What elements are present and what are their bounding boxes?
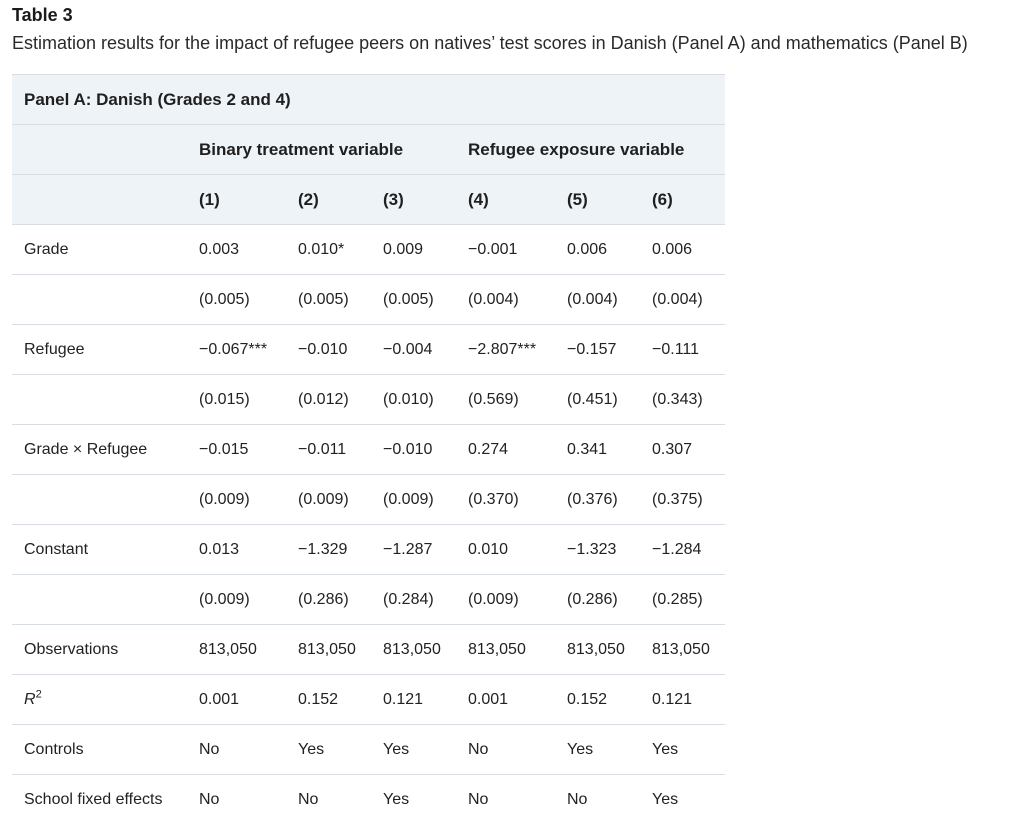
table-row — [12, 475, 725, 525]
table-row — [12, 425, 725, 475]
table-cell: 0.013 — [199, 525, 298, 575]
table-cell: Yes — [652, 775, 725, 824]
table-cell: (0.284) — [383, 575, 468, 625]
table-cell: 0.001 — [199, 675, 298, 725]
row-label: Constant — [12, 525, 199, 575]
column-header-1: (1) — [199, 175, 298, 225]
table-cell: 0.010 — [468, 525, 567, 575]
table-cell: (0.370) — [468, 475, 567, 525]
table-cell: (0.376) — [567, 475, 652, 525]
group-header-binary: Binary treatment variable — [199, 125, 468, 175]
table-row — [12, 675, 725, 725]
table-caption-text: Estimation results for the impact of refugee peers on natives’ test scores in Danish (Panel A) and mathematics (Panel B) — [12, 30, 1032, 56]
table-title: Table 3 — [12, 4, 1032, 26]
table-cell: No — [567, 775, 652, 824]
table-cell: (0.286) — [567, 575, 652, 625]
table-cell: No — [468, 725, 567, 775]
table-cell: 0.274 — [468, 425, 567, 475]
table-cell: (0.343) — [652, 375, 725, 425]
table-cell: (0.285) — [652, 575, 725, 625]
table-cell: (0.009) — [468, 575, 567, 625]
table-cell: −0.011 — [298, 425, 383, 475]
table-cell: (0.004) — [652, 275, 725, 325]
table-cell: 0.001 — [468, 675, 567, 725]
column-header-2: (2) — [298, 175, 383, 225]
column-header-stub — [12, 175, 199, 225]
table-row — [12, 575, 725, 625]
table-cell: Yes — [298, 725, 383, 775]
table-cell: −1.284 — [652, 525, 725, 575]
table-cell: Yes — [567, 725, 652, 775]
table-cell: (0.569) — [468, 375, 567, 425]
table-cell: (0.004) — [567, 275, 652, 325]
table-cell: −1.323 — [567, 525, 652, 575]
table-row — [12, 275, 725, 325]
table-cell: 813,050 — [567, 625, 652, 675]
table-cell: −0.010 — [298, 325, 383, 375]
table-cell: No — [199, 725, 298, 775]
table-cell: 0.006 — [567, 225, 652, 275]
table-cell: 0.307 — [652, 425, 725, 475]
table-cell: Yes — [383, 775, 468, 824]
table-cell: (0.009) — [298, 475, 383, 525]
table-cell: (0.010) — [383, 375, 468, 425]
table-cell: 0.152 — [298, 675, 383, 725]
table-cell: −0.004 — [383, 325, 468, 375]
table-cell: −2.807*** — [468, 325, 567, 375]
table-cell: −0.157 — [567, 325, 652, 375]
table-cell: (0.005) — [383, 275, 468, 325]
table-cell: (0.375) — [652, 475, 725, 525]
row-label — [12, 675, 199, 725]
panel-label: Panel A: Danish (Grades 2 and 4) — [12, 75, 725, 125]
table-row — [12, 225, 725, 275]
results-table — [12, 74, 725, 824]
table-caption — [0, 0, 1032, 56]
group-header-exposure: Refugee exposure variable — [468, 125, 725, 175]
group-header-row — [12, 125, 725, 175]
row-label-superscript: 2 — [36, 688, 42, 700]
row-label — [12, 275, 199, 325]
table-cell: −0.001 — [468, 225, 567, 275]
table-cell: 0.009 — [383, 225, 468, 275]
table-row — [12, 625, 725, 675]
table-row — [12, 525, 725, 575]
table-cell: 0.121 — [383, 675, 468, 725]
table-cell: (0.009) — [199, 475, 298, 525]
column-header-4: (4) — [468, 175, 567, 225]
table-row — [12, 325, 725, 375]
table-cell: (0.451) — [567, 375, 652, 425]
column-header-row — [12, 175, 725, 225]
table-cell: −0.010 — [383, 425, 468, 475]
panel-header-row — [12, 75, 725, 125]
table-cell: (0.286) — [298, 575, 383, 625]
table-cell: −1.287 — [383, 525, 468, 575]
table-cell: 0.121 — [652, 675, 725, 725]
table-cell: 0.152 — [567, 675, 652, 725]
row-label — [12, 475, 199, 525]
group-header-stub — [12, 125, 199, 175]
table-cell: No — [468, 775, 567, 824]
row-label — [12, 575, 199, 625]
table-cell: 813,050 — [199, 625, 298, 675]
table-cell: 0.006 — [652, 225, 725, 275]
table-cell: 813,050 — [468, 625, 567, 675]
table-cell: Yes — [383, 725, 468, 775]
table-cell: No — [298, 775, 383, 824]
table-cell: Yes — [652, 725, 725, 775]
row-label: Controls — [12, 725, 199, 775]
row-label — [12, 375, 199, 425]
column-header-6: (6) — [652, 175, 725, 225]
table-row — [12, 375, 725, 425]
row-label-base: R — [24, 691, 36, 708]
table-cell: (0.005) — [199, 275, 298, 325]
row-label: Observations — [12, 625, 199, 675]
table-cell: (0.004) — [468, 275, 567, 325]
table-cell: 813,050 — [383, 625, 468, 675]
table-cell: 813,050 — [652, 625, 725, 675]
table-cell: −0.015 — [199, 425, 298, 475]
row-label: School fixed effects — [12, 775, 199, 824]
table-row — [12, 725, 725, 775]
table-cell: −1.329 — [298, 525, 383, 575]
table-cell: (0.005) — [298, 275, 383, 325]
column-header-5: (5) — [567, 175, 652, 225]
table-cell: 0.341 — [567, 425, 652, 475]
table-cell: (0.012) — [298, 375, 383, 425]
table-cell: 0.010* — [298, 225, 383, 275]
table-cell: (0.015) — [199, 375, 298, 425]
table-cell: 813,050 — [298, 625, 383, 675]
table-cell: −0.067*** — [199, 325, 298, 375]
table-cell: −0.111 — [652, 325, 725, 375]
table-cell: (0.009) — [199, 575, 298, 625]
column-header-3: (3) — [383, 175, 468, 225]
table-cell: No — [199, 775, 298, 824]
table-cell: 0.003 — [199, 225, 298, 275]
table-cell: (0.009) — [383, 475, 468, 525]
row-label: Refugee — [12, 325, 199, 375]
table-row — [12, 775, 725, 824]
row-label: Grade × Refugee — [12, 425, 199, 475]
row-label: Grade — [12, 225, 199, 275]
